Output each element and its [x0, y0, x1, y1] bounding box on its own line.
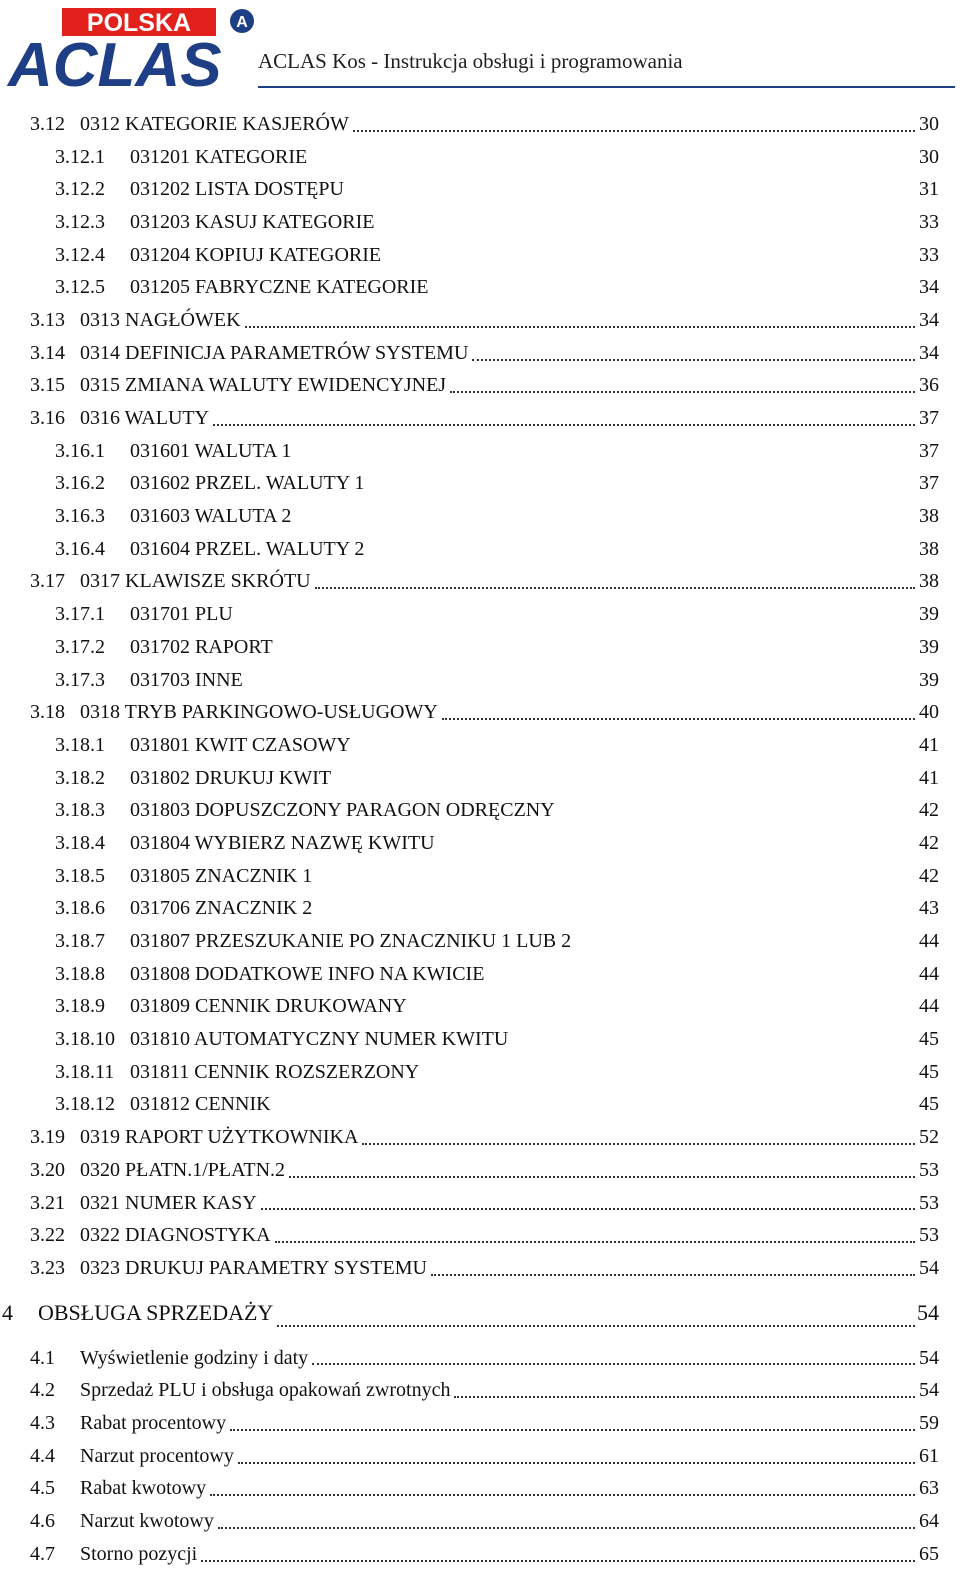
toc-entry-page: 34 [919, 276, 939, 299]
toc-entry[interactable] [0, 991, 960, 1024]
toc-entry-page: 38 [919, 505, 939, 528]
toc-entry-title: 031809 CENNIK DRUKOWANY [130, 995, 407, 1018]
toc-entry-number: 3.18.5 [55, 864, 105, 887]
toc-entry[interactable] [0, 1121, 960, 1154]
toc-entry-page: 52 [919, 1126, 939, 1149]
toc-dot-leader [210, 1493, 915, 1496]
toc-entry-number: 3.12.4 [55, 243, 105, 266]
toc-dot-leader [439, 850, 915, 851]
toc-entry-page: 41 [919, 766, 939, 789]
toc-entry-number: 3.18.12 [55, 1093, 115, 1116]
toc-entry-title: 0319 RAPORT UŻYTKOWNIKA [80, 1126, 359, 1149]
toc-entry-number: 3.21 [30, 1191, 65, 1214]
toc-entry-number: 3.18.11 [55, 1060, 115, 1083]
toc-entry[interactable] [0, 1440, 960, 1473]
toc-dot-leader [488, 981, 915, 982]
toc-entry-page: 38 [919, 570, 939, 593]
toc-entry-page: 42 [919, 864, 939, 887]
toc-entry-number: 4.3 [30, 1411, 55, 1434]
toc-entry-page: 33 [919, 210, 939, 233]
toc-entry-title: 0322 DIAGNOSTYKA [80, 1224, 271, 1247]
toc-entry-title: 0313 NAGŁÓWEK [80, 308, 241, 331]
toc-entry-title: 031703 INNE [130, 668, 243, 691]
toc-entry-title: Rabat procentowy [80, 1411, 227, 1434]
toc-dot-leader [335, 784, 915, 785]
toc-entry-number: 3.18.7 [55, 930, 105, 953]
page-header [0, 0, 960, 96]
toc-entry-title: 0317 KLAWISZE SKRÓTU [80, 570, 311, 593]
toc-entry-page: 34 [919, 341, 939, 364]
toc-entry-title: 0312 KATEGORIE KASJERÓW [80, 112, 349, 135]
toc-entry[interactable] [0, 631, 960, 664]
toc-entry-page: 53 [919, 1191, 939, 1214]
toc-entry-title: 0323 DRUKUJ PARAMETRY SYSTEMU [80, 1256, 427, 1279]
toc-entry[interactable] [0, 141, 960, 174]
toc-entry[interactable] [0, 173, 960, 206]
toc-dot-leader [315, 586, 915, 589]
toc-dot-leader [450, 390, 915, 393]
toc-entry-title: 0320 PŁATN.1/PŁATN.2 [80, 1158, 286, 1181]
toc-entry-number: 4.1 [30, 1346, 55, 1369]
toc-dot-leader [442, 717, 915, 720]
toc-entry-title: 031706 ZNACZNIK 2 [130, 897, 313, 920]
toc-dot-leader [368, 490, 915, 491]
toc-entry[interactable] [0, 304, 960, 337]
toc-entry[interactable] [0, 566, 960, 599]
toc-entry[interactable] [0, 827, 960, 860]
toc-entry-title: 0321 NUMER KASY [80, 1191, 257, 1214]
toc-entry-title: Narzut kwotowy [80, 1510, 214, 1533]
toc-dot-leader [277, 654, 915, 655]
toc-entry-page: 39 [919, 668, 939, 691]
polska-aclas-logo [6, 6, 264, 90]
toc-entry-page: 44 [919, 995, 939, 1018]
toc-entry-number: 3.18.9 [55, 995, 105, 1018]
toc-entry-number: 3.20 [30, 1158, 65, 1181]
toc-dot-leader [454, 1395, 915, 1398]
toc-entry-number: 3.13 [30, 308, 65, 331]
toc-entry-title: 031801 KWIT CZASOWY [130, 733, 351, 756]
toc-entry[interactable] [0, 435, 960, 468]
toc-entry[interactable] [0, 794, 960, 827]
toc-entry-number: 3.18.3 [55, 799, 105, 822]
header-divider [258, 86, 955, 88]
toc-entry-number: 3.16 [30, 407, 65, 430]
toc-entry-title: Wyświetlenie godziny i daty [80, 1346, 309, 1369]
toc-dot-leader [423, 1079, 915, 1080]
toc-entry-title: Narzut procentowy [80, 1444, 234, 1467]
toc-dot-leader [277, 1324, 915, 1327]
toc-dot-leader [559, 817, 915, 818]
toc-dot-leader [295, 523, 915, 524]
toc-dot-leader [237, 621, 915, 622]
toc-entry-page: 34 [919, 308, 939, 331]
toc-entry-number: 3.18.6 [55, 897, 105, 920]
toc-entry-page: 45 [919, 1093, 939, 1116]
toc-entry-page: 61 [919, 1444, 939, 1467]
toc-dot-leader [247, 686, 915, 687]
toc-entry-title: 031701 PLU [130, 603, 233, 626]
toc-entry-title: OBSŁUGA SPRZEDAŻY [38, 1300, 274, 1326]
toc-entry-title: 031205 FABRYCZNE KATEGORIE [130, 276, 429, 299]
toc-entry-number: 3.18.2 [55, 766, 105, 789]
toc-entry-number: 4.5 [30, 1477, 55, 1500]
toc-entry-title: 031202 LISTA DOSTĘPU [130, 178, 344, 201]
toc-entry-number: 3.14 [30, 341, 65, 364]
toc-entry[interactable] [0, 1252, 960, 1285]
toc-dot-leader [362, 1142, 915, 1145]
toc-dot-leader [295, 458, 915, 459]
toc-entry[interactable] [0, 860, 960, 893]
toc-entry-number: 4.7 [30, 1542, 55, 1565]
toc-entry-number: 3.18 [30, 701, 65, 724]
toc-entry-title: 031807 PRZESZUKANIE PO ZNACZNIKU 1 LUB 2 [130, 930, 572, 953]
toc-entry-title: 031702 RAPORT [130, 635, 273, 658]
toc-entry-title: 031602 PRZEL. WALUTY 1 [130, 472, 365, 495]
toc-dot-leader [311, 163, 915, 164]
toc-entry-page: 36 [919, 374, 939, 397]
toc-dot-leader [316, 915, 915, 916]
toc-dot-leader [201, 1559, 915, 1562]
toc-entry-number: 3.22 [30, 1224, 65, 1247]
toc-entry-title: Rabat kwotowy [80, 1477, 207, 1500]
toc-entry-page: 54 [919, 1256, 939, 1279]
toc-entry[interactable] [0, 1473, 960, 1506]
toc-entry-page: 30 [919, 112, 939, 135]
toc-entry[interactable] [0, 664, 960, 697]
toc-entry-number: 3.12 [30, 112, 65, 135]
toc-dot-leader [355, 752, 915, 753]
toc-entry-title: 031810 AUTOMATYCZNY NUMER KWITU [130, 1028, 509, 1051]
toc-entry[interactable] [0, 1538, 960, 1571]
toc-entry-page: 41 [919, 733, 939, 756]
toc-entry-page: 44 [919, 930, 939, 953]
toc-entry-number: 3.12.2 [55, 178, 105, 201]
toc-entry[interactable] [0, 370, 960, 403]
svg-text:POLSKA: POLSKA [86, 9, 192, 37]
toc-entry-title: 031812 CENNIK [130, 1093, 271, 1116]
toc-entry-page: 39 [919, 603, 939, 626]
toc-entry-number: 3.19 [30, 1126, 65, 1149]
toc-entry-title: 031603 WALUTA 2 [130, 505, 292, 528]
toc-entry-page: 39 [919, 635, 939, 658]
toc-entry-title: 031601 WALUTA 1 [130, 439, 292, 462]
table-of-contents [0, 108, 960, 1571]
toc-entry-title: 0315 ZMIANA WALUTY EWIDENCYJNEJ [80, 374, 447, 397]
toc-entry-page: 37 [919, 407, 939, 430]
toc-entry-page: 37 [919, 472, 939, 495]
toc-entry[interactable] [0, 958, 960, 991]
toc-entry-page: 38 [919, 537, 939, 560]
toc-dot-leader [275, 1111, 915, 1112]
toc-dot-leader [575, 948, 915, 949]
toc-entry-number: 3.18.1 [55, 733, 105, 756]
toc-entry[interactable] [0, 1374, 960, 1407]
toc-entry[interactable] [0, 468, 960, 501]
toc-entry-number: 3.23 [30, 1256, 65, 1279]
toc-entry[interactable] [0, 271, 960, 304]
toc-dot-leader [213, 423, 915, 426]
toc-entry[interactable] [0, 1154, 960, 1187]
toc-dot-leader [431, 1273, 915, 1276]
toc-dot-leader [353, 129, 915, 132]
toc-entry-number: 3.17 [30, 570, 65, 593]
toc-entry-number: 3.17.1 [55, 603, 105, 626]
toc-entry-title: Sprzedaż PLU i obsługa opakowań zwrotnych [80, 1379, 451, 1402]
toc-dot-leader [218, 1526, 915, 1529]
toc-entry-page: 33 [919, 243, 939, 266]
toc-entry[interactable] [0, 533, 960, 566]
toc-entry-page: 31 [919, 178, 939, 201]
toc-entry-page: 64 [919, 1510, 939, 1533]
toc-entry[interactable] [0, 1342, 960, 1375]
toc-entry-title: 031811 CENNIK ROZSZERZONY [130, 1060, 420, 1083]
toc-entry-page: 40 [919, 701, 939, 724]
toc-entry[interactable] [0, 1187, 960, 1220]
toc-entry-number: 3.16.2 [55, 472, 105, 495]
toc-entry-title: 031204 KOPIUJ KATEGORIE [130, 243, 382, 266]
toc-entry-number: 4.4 [30, 1444, 55, 1467]
toc-entry-number: 4 [2, 1300, 13, 1326]
toc-entry-number: 3.15 [30, 374, 65, 397]
toc-dot-leader [245, 325, 915, 328]
toc-entry[interactable] [0, 1219, 960, 1252]
toc-dot-leader [385, 261, 915, 262]
toc-entry-number: 3.18.10 [55, 1028, 115, 1051]
document-title: ACLAS Kos - Instrukcja obsługi i programowania [258, 49, 683, 73]
toc-entry-number: 3.18.4 [55, 831, 105, 854]
toc-entry-number: 3.18.8 [55, 962, 105, 985]
toc-entry-page: 53 [919, 1158, 939, 1181]
toc-entry-page: 42 [919, 799, 939, 822]
toc-entry-number: 3.16.3 [55, 505, 105, 528]
toc-entry-page: 45 [919, 1028, 939, 1051]
toc-entry[interactable] [0, 337, 960, 370]
toc-entry-title: 031808 DODATKOWE INFO NA KWICIE [130, 962, 485, 985]
toc-dot-leader [368, 556, 915, 557]
toc-dot-leader [275, 1240, 915, 1243]
toc-entry-title: 031203 KASUJ KATEGORIE [130, 210, 375, 233]
toc-entry-title: 031803 DOPUSZCZONY PARAGON ODRĘCZNY [130, 799, 555, 822]
svg-text:ACLAS: ACLAS [8, 31, 222, 90]
toc-dot-leader [230, 1428, 915, 1431]
toc-entry-title: 0318 TRYB PARKINGOWO-USŁUGOWY [80, 701, 438, 724]
toc-entry-title: 031805 ZNACZNIK 1 [130, 864, 313, 887]
toc-entry[interactable] [0, 108, 960, 141]
toc-dot-leader [289, 1175, 915, 1178]
toc-dot-leader [472, 358, 915, 361]
toc-entry-title: 031802 DRUKUJ KWIT [130, 766, 332, 789]
toc-dot-leader [238, 1461, 915, 1464]
toc-entry-page: 43 [919, 897, 939, 920]
toc-entry[interactable] [0, 1407, 960, 1440]
toc-dot-leader [316, 883, 915, 884]
toc-entry-number: 4.2 [30, 1379, 55, 1402]
toc-entry-number: 4.6 [30, 1510, 55, 1533]
toc-entry[interactable] [0, 1089, 960, 1122]
toc-dot-leader [411, 1013, 915, 1014]
toc-entry[interactable] [0, 239, 960, 272]
toc-entry[interactable] [0, 925, 960, 958]
toc-entry-number: 3.12.3 [55, 210, 105, 233]
toc-entry-page: 59 [919, 1411, 939, 1434]
toc-entry-number: 3.17.3 [55, 668, 105, 691]
toc-entry[interactable] [0, 206, 960, 239]
toc-dot-leader [312, 1362, 915, 1365]
toc-entry-page: 53 [919, 1224, 939, 1247]
toc-entry-page: 42 [919, 831, 939, 854]
toc-entry-page: 44 [919, 962, 939, 985]
toc-dot-leader [261, 1207, 915, 1210]
toc-entry-number: 3.16.1 [55, 439, 105, 462]
toc-entry-page: 65 [919, 1542, 939, 1565]
toc-entry[interactable] [0, 762, 960, 795]
toc-entry-title: Storno pozycji [80, 1542, 198, 1565]
svg-text:A: A [236, 14, 248, 31]
toc-entry-page: 54 [917, 1300, 939, 1326]
toc-dot-leader [433, 294, 915, 295]
toc-entry[interactable] [0, 1023, 960, 1056]
toc-entry[interactable] [0, 729, 960, 762]
toc-entry-page: 54 [919, 1379, 939, 1402]
toc-entry-title: 0314 DEFINICJA PARAMETRÓW SYSTEMU [80, 341, 469, 364]
toc-entry[interactable] [0, 402, 960, 435]
toc-entry[interactable] [0, 1056, 960, 1089]
toc-dot-leader [378, 229, 915, 230]
toc-entry[interactable] [0, 696, 960, 729]
toc-entry-title: 031201 KATEGORIE [130, 145, 308, 168]
toc-entry-title: 031604 PRZEL. WALUTY 2 [130, 537, 365, 560]
toc-entry-number: 3.17.2 [55, 635, 105, 658]
toc-entry-number: 3.12.5 [55, 276, 105, 299]
toc-dot-leader [348, 196, 915, 197]
toc-entry-page: 54 [919, 1346, 939, 1369]
toc-entry[interactable] [0, 500, 960, 533]
toc-entry[interactable] [0, 1291, 960, 1336]
toc-entry[interactable] [0, 1505, 960, 1538]
toc-entry-page: 37 [919, 439, 939, 462]
toc-entry[interactable] [0, 598, 960, 631]
toc-entry-page: 63 [919, 1477, 939, 1500]
toc-entry-number: 3.16.4 [55, 537, 105, 560]
toc-dot-leader [512, 1046, 915, 1047]
toc-entry-title: 031804 WYBIERZ NAZWĘ KWITU [130, 831, 435, 854]
toc-entry-page: 30 [919, 145, 939, 168]
toc-entry-title: 0316 WALUTY [80, 407, 210, 430]
toc-entry-number: 3.12.1 [55, 145, 105, 168]
toc-entry-page: 45 [919, 1060, 939, 1083]
toc-entry[interactable] [0, 893, 960, 926]
